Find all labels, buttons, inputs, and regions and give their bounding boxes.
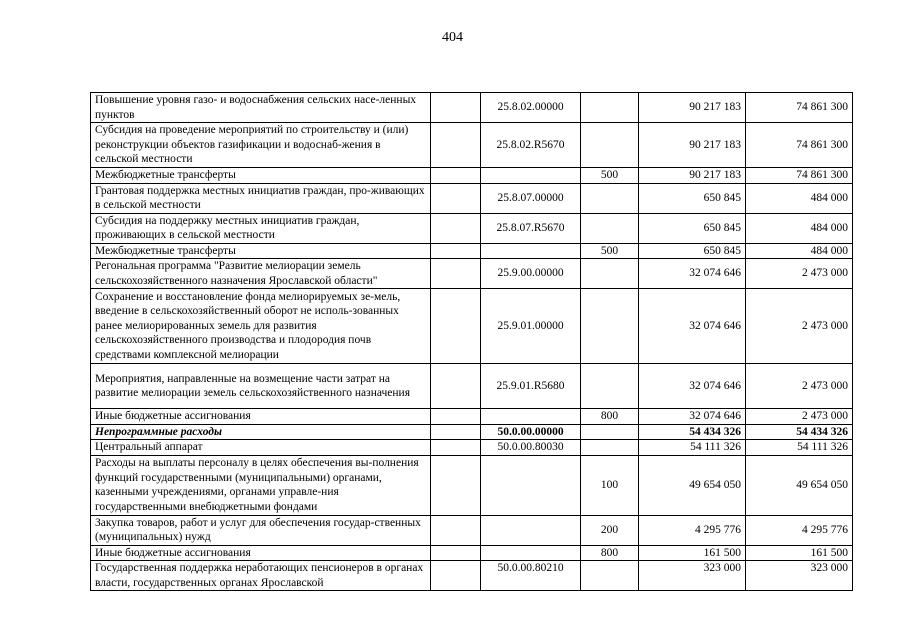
table-row [91, 93, 853, 123]
row-gap-cell [431, 440, 481, 456]
row-value-year1-cell: 54 434 326 [639, 424, 746, 440]
row-expense-type-cell: 200 [581, 515, 639, 545]
row-gap-cell [431, 545, 481, 561]
cell-text: 323 000 [703, 562, 741, 574]
row-gap-cell [431, 213, 481, 243]
budget-table [90, 92, 853, 591]
table-row [91, 515, 853, 545]
row-gap-cell [431, 123, 481, 168]
row-expense-type-cell [581, 93, 639, 123]
row-value-year2-cell: 49 654 050 [746, 455, 853, 515]
table-row [91, 183, 853, 213]
table-row [91, 213, 853, 243]
row-code-cell: 25.8.07.R5670 [481, 213, 581, 243]
row-name-cell: Центральный аппарат [91, 440, 431, 456]
row-gap-cell [431, 424, 481, 440]
table-row [91, 545, 853, 561]
row-value-year1-cell: 650 845 [639, 213, 746, 243]
row-value-year2-cell: 484 000 [746, 213, 853, 243]
row-expense-type-cell: 500 [581, 168, 639, 184]
row-name-cell: Расходы на выплаты персоналу в целях обеспечения вы-полнения функций государственными (муниципальными) органами, казенными учреждениями, органами управле-ния государственными внебюджетными фондами [91, 455, 431, 515]
row-name-cell: Межбюджетные трансферты [91, 243, 431, 259]
table-row [91, 289, 853, 364]
row-name-cell: Закупка товаров, работ и услуг для обеспечения государ-ственных (муниципальных) нужд [91, 515, 431, 545]
row-expense-type-cell [581, 561, 639, 591]
row-code-cell: 25.9.01.00000 [481, 289, 581, 364]
row-value-year2-cell: 2 473 000 [746, 289, 853, 364]
row-expense-type-cell [581, 259, 639, 289]
table-row [91, 259, 853, 289]
row-gap-cell [431, 183, 481, 213]
row-code-cell: 25.9.01.R5680 [481, 364, 581, 409]
row-gap-cell [431, 409, 481, 425]
row-gap-cell [431, 289, 481, 364]
row-value-year2-cell [746, 561, 853, 591]
row-code-cell: 50.0.00.80030 [481, 440, 581, 456]
table-row [91, 561, 853, 591]
row-expense-type-cell [581, 424, 639, 440]
row-value-year2-cell: 484 000 [746, 183, 853, 213]
row-value-year1-cell: 32 074 646 [639, 289, 746, 364]
row-code-cell [481, 168, 581, 184]
row-code-cell: 25.8.02.00000 [481, 93, 581, 123]
table-body [91, 93, 853, 591]
row-name-cell: Мероприятия, направленные на возмещение части затрат на развитие мелиорации земель сельскохозяйственного назначения [91, 364, 431, 409]
row-gap-cell [431, 168, 481, 184]
row-value-year2-cell: 4 295 776 [746, 515, 853, 545]
row-name-cell: Грантовая поддержка местных инициатив граждан, про-живающих в сельской местности [91, 183, 431, 213]
table-row [91, 168, 853, 184]
row-expense-type-cell: 800 [581, 409, 639, 425]
row-value-year2-cell: 74 861 300 [746, 168, 853, 184]
row-name-cell [91, 561, 431, 591]
row-value-year2-cell: 54 434 326 [746, 424, 853, 440]
row-name-cell: Межбюджетные трансферты [91, 168, 431, 184]
cell-text: Государственная поддержка неработающих пенсионеров в органах власти, государственных органах Ярославской [95, 562, 424, 589]
row-gap-cell [431, 455, 481, 515]
cell-text: 323 000 [810, 562, 848, 574]
table-row [91, 424, 853, 440]
row-name-cell: Сохранение и восстановление фонда мелиорируемых зе-мель, введение в сельскохозяйственный оборот не исполь-зованных ранее мелиорированных земель для развития сельскохозяйственного производства и плодородия почв средствами комплексной мелиорации [91, 289, 431, 364]
row-expense-type-cell: 800 [581, 545, 639, 561]
row-value-year1-cell: 650 845 [639, 183, 746, 213]
row-code-cell: 25.9.00.00000 [481, 259, 581, 289]
row-value-year1-cell: 32 074 646 [639, 259, 746, 289]
row-value-year2-cell: 484 000 [746, 243, 853, 259]
row-expense-type-cell [581, 440, 639, 456]
row-value-year1-cell: 32 074 646 [639, 409, 746, 425]
row-value-year2-cell: 74 861 300 [746, 93, 853, 123]
row-value-year1-cell: 90 217 183 [639, 123, 746, 168]
row-code-cell [481, 409, 581, 425]
row-value-year1-cell: 49 654 050 [639, 455, 746, 515]
row-code-cell [481, 545, 581, 561]
row-value-year2-cell: 2 473 000 [746, 409, 853, 425]
row-code-cell [481, 515, 581, 545]
row-code-cell [481, 561, 581, 591]
row-value-year2-cell: 161 500 [746, 545, 853, 561]
row-name-cell: Регональная программа "Развитие мелиорации земель сельскохозяйственного назначения Ярославской области" [91, 259, 431, 289]
row-name-cell: Субсидия на проведение мероприятий по строительству и (или) реконструкции объектов газификации и водоснаб-жения в сельской местности [91, 123, 431, 168]
row-gap-cell [431, 515, 481, 545]
row-code-cell: 25.8.02.R5670 [481, 123, 581, 168]
table-row [91, 455, 853, 515]
row-code-cell [481, 243, 581, 259]
row-gap-cell [431, 93, 481, 123]
row-value-year2-cell: 2 473 000 [746, 364, 853, 409]
table-row [91, 440, 853, 456]
row-value-year2-cell: 2 473 000 [746, 259, 853, 289]
row-name-cell: Повышение уровня газо- и водоснабжения сельских насе-ленных пунктов [91, 93, 431, 123]
row-expense-type-cell [581, 289, 639, 364]
row-value-year2-cell: 74 861 300 [746, 123, 853, 168]
row-value-year2-cell: 54 111 326 [746, 440, 853, 456]
table-row [91, 123, 853, 168]
row-value-year1-cell: 54 111 326 [639, 440, 746, 456]
row-value-year1-cell: 4 295 776 [639, 515, 746, 545]
row-code-cell: 25.8.07.00000 [481, 183, 581, 213]
row-gap-cell [431, 243, 481, 259]
cell-text: 50.0.00.80210 [497, 562, 564, 574]
row-code-cell: 50.0.00.00000 [481, 424, 581, 440]
row-value-year1-cell: 161 500 [639, 545, 746, 561]
row-expense-type-cell [581, 213, 639, 243]
row-value-year1-cell [639, 561, 746, 591]
table-row [91, 243, 853, 259]
row-value-year1-cell: 90 217 183 [639, 93, 746, 123]
row-gap-cell [431, 561, 481, 591]
row-name-cell: Иные бюджетные ассигнования [91, 545, 431, 561]
row-expense-type-cell [581, 364, 639, 409]
row-gap-cell [431, 259, 481, 289]
cell-text [585, 561, 634, 590]
row-expense-type-cell: 500 [581, 243, 639, 259]
row-code-cell [481, 455, 581, 515]
row-name-cell: Непрограммные расходы [91, 424, 431, 440]
row-expense-type-cell [581, 183, 639, 213]
table-row [91, 409, 853, 425]
row-value-year1-cell: 90 217 183 [639, 168, 746, 184]
row-expense-type-cell [581, 123, 639, 168]
page-number: 404 [442, 30, 463, 45]
row-expense-type-cell: 100 [581, 455, 639, 515]
table-row [91, 364, 853, 409]
row-value-year1-cell: 650 845 [639, 243, 746, 259]
row-name-cell: Субсидия на поддержку местных инициатив граждан, проживающих в сельской местности [91, 213, 431, 243]
row-value-year1-cell: 32 074 646 [639, 364, 746, 409]
row-gap-cell [431, 364, 481, 409]
row-name-cell: Иные бюджетные ассигнования [91, 409, 431, 425]
